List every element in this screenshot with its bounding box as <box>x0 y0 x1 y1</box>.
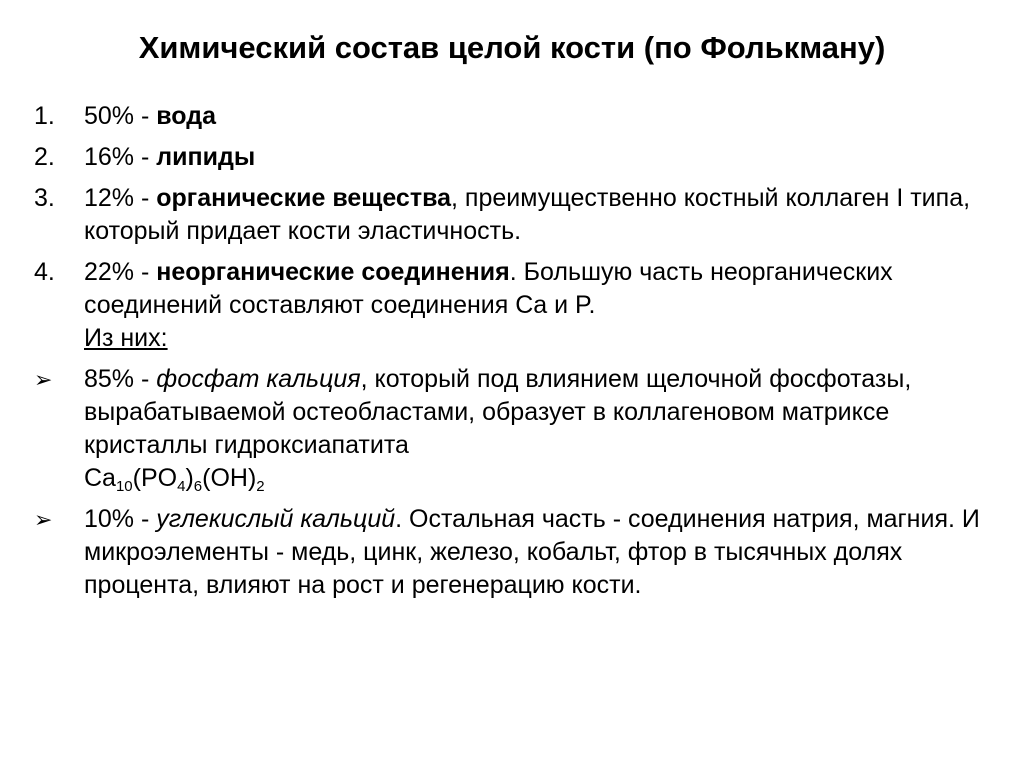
list-item <box>34 256 994 355</box>
subheading-text: Из них: <box>84 324 168 352</box>
component-name: неорганические соединения <box>156 258 510 286</box>
percent-text: 50% - <box>84 102 157 130</box>
percent-text: 85% - <box>84 365 157 393</box>
list-number: 4. <box>34 258 55 286</box>
percent-text: 22% - <box>84 258 157 286</box>
page-title: Химический состав целой кости (по Фолькману) <box>138 30 886 65</box>
component-name: углекислый кальций <box>156 505 396 533</box>
description-text: , который под влиянием щелочной фосфотазы, вырабатываемой остеобластами, образует в коллагеновом матриксе кристаллы гидроксиапатита <box>84 365 912 459</box>
component-name: вода <box>156 102 217 130</box>
arrow-bullet-icon: ➢ <box>34 507 53 532</box>
bullet-item <box>34 363 994 495</box>
component-name: липиды <box>156 143 256 171</box>
list-item <box>34 100 994 133</box>
bullet-item <box>34 503 994 602</box>
percent-text: 10% - <box>84 505 157 533</box>
component-name: органические вещества <box>156 184 452 212</box>
list-number: 1. <box>34 102 55 130</box>
arrow-bullet-icon: ➢ <box>34 367 53 392</box>
chemical-formula: $Ca_{10}(PO_4)_6(OH)_2$ <box>84 464 265 495</box>
description-text: , преимущественно костный коллаген I типа, который придает кости эластичность. <box>84 184 971 245</box>
list-item <box>34 182 994 248</box>
percent-text: 16% - <box>84 143 157 171</box>
list-number: 2. <box>34 143 55 171</box>
content-list <box>34 100 994 610</box>
percent-text: 12% - <box>84 184 157 212</box>
list-item <box>34 141 994 174</box>
description-text: . Большую часть неорганических соединений составляют соединения Ca и P. <box>84 258 893 319</box>
description-text: . Остальная часть - соединения натрия, магния. И микроэлементы - медь, цинк, железо, кобальт, фтор в тысячных долях процента, влияют на рост и регенерацию кости. <box>84 505 980 599</box>
list-number: 3. <box>34 184 55 212</box>
component-name: фосфат кальция <box>156 365 361 393</box>
